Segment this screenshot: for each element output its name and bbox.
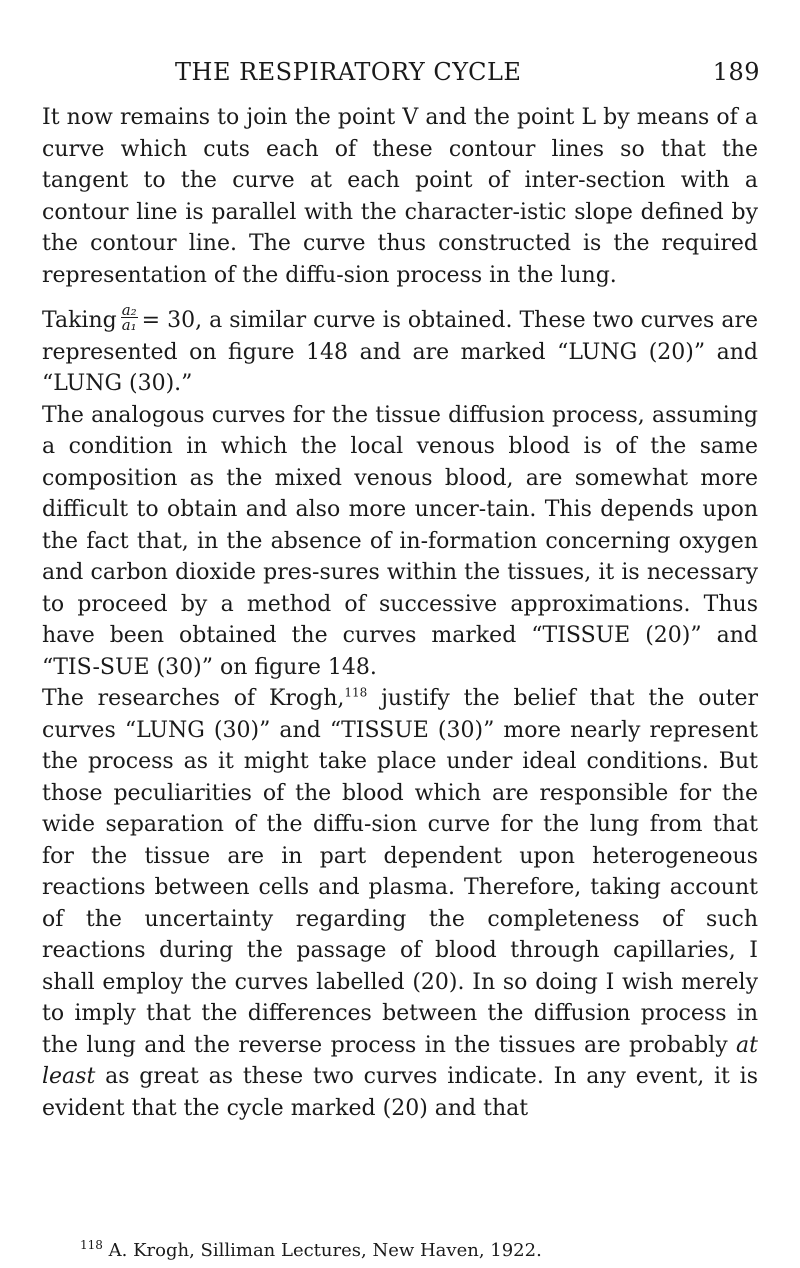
paragraph-4-body: justify the belief that the outer curves “LUNG (30)” and “TISSUE (30)” more nearly represent the process as it might take place under ideal conditions. But those peculiarities of the blood which are responsible for the wide separation of the diffu-sion curve for the lung from that for the tissue are in part dependent upon heterogeneous reactions between cells and plasma. Therefore, taking account of the uncertainty regarding the completeness of such reactions during the passage of blood through capillaries, I shall employ the curves labelled (20). In so doing I wish merely to imply that the differences between the diffusion process in the lung and the reverse process in the tissues are probably (42, 686, 759, 1058)
paragraph-4-end: as great as these two curves indicate. In any event, it is evident that the cycle marked (20) and that (42, 1064, 758, 1121)
paragraph-2 (42, 300, 758, 400)
footnote-number: 118 (80, 1238, 103, 1252)
paragraph-1: It now remains to join the point V and the point L by means of a curve which cuts each of these contour lines so that the tangent to the curve at each point of inter-section with a contour line is parallel with the character-istic slope defined by the contour line. The curve thus constructed is the required representation of the diffu-sion process in the lung. (42, 105, 758, 288)
paragraph-2-lead: Taking (42, 308, 117, 333)
paragraph-3: The analogous curves for the tissue diffusion process, assuming a condition in which the local venous blood is of the same composition as the mixed venous blood, are somewhat more difficult to obtain and also more uncer-tain. This depends upon the fact that, in the absence of in-formation concerning oxygen and carbon dioxide pres-sures within the tissues, it is necessary to proceed by a method of successive approximations. Thus have been obtained the curves marked “TISSUE (20)” and “TIS-SUE (30)” on figure 148. (42, 402, 758, 680)
footnote-reference: 118 (344, 685, 368, 700)
paragraph-2-rest: = 30, a similar curve is obtained. These two curves are represented on figure 148 and are marked “LUNG (20)” and “LUNG (30).” (42, 308, 758, 396)
body-text (42, 102, 758, 1124)
emphasis-at-least: at least (42, 1032, 758, 1089)
fraction-numerator: a₂ (121, 300, 137, 319)
running-title: THE RESPIRATORY CYCLE (175, 58, 522, 86)
running-header (40, 58, 760, 94)
fraction-denominator: a₁ (121, 315, 137, 334)
footnote-text: A. Krogh, Silliman Lectures, New Haven, 1922. (102, 1240, 542, 1261)
page-number: 189 (712, 58, 760, 86)
paragraph-4 (42, 683, 758, 1124)
ratio-fraction (121, 300, 138, 334)
paragraph-4-lead: The researches of Krogh, (42, 686, 345, 711)
footnote (80, 1240, 760, 1262)
